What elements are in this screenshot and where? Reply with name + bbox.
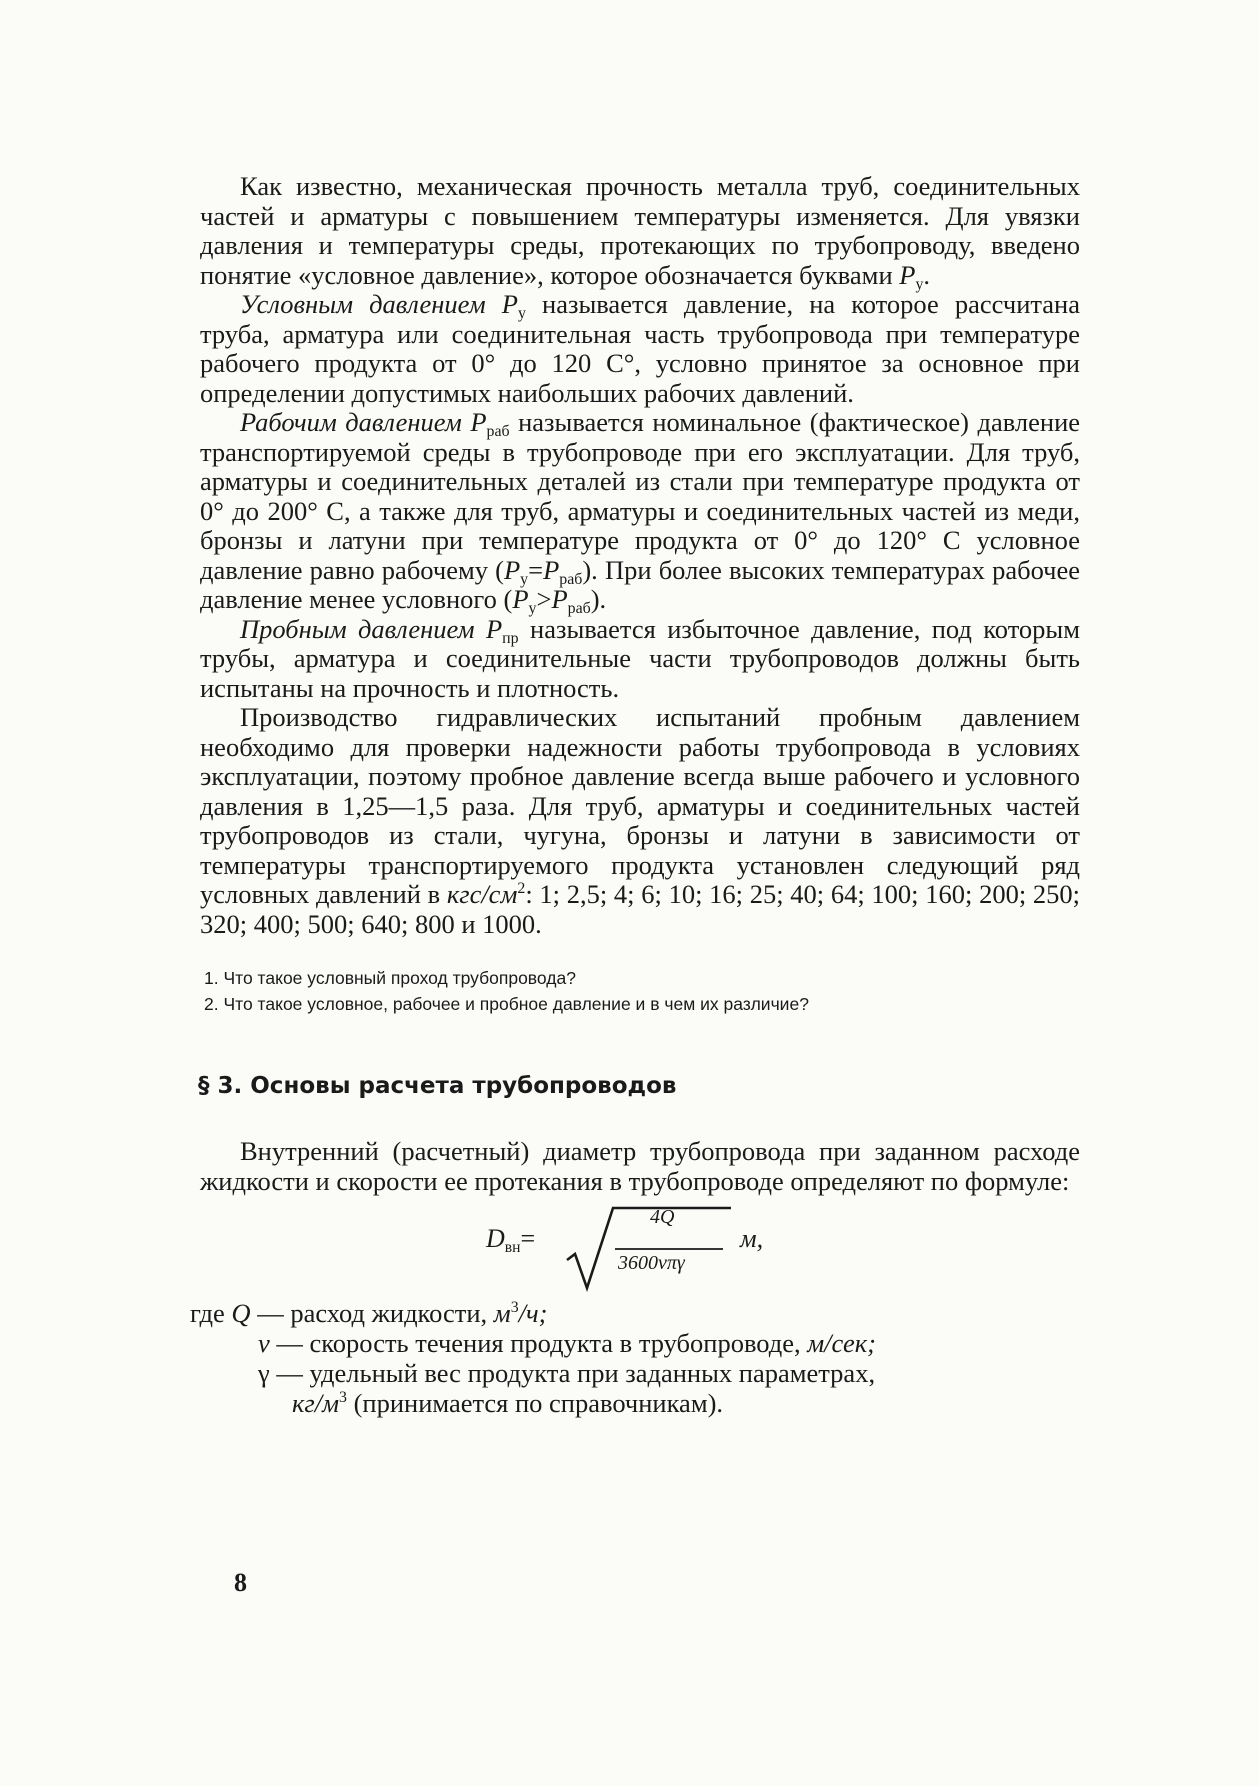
formula-denominator: 3600vπγ [618,1252,685,1274]
diameter-formula [200,1200,1080,1292]
paragraph-working-pressure: Рабочим давлением $P_{раб}$ называется номинальное (фактическое) давление транспортируемой среды в трубопроводе при его эксплуатации. Для труб, арматуры и соединительных деталей из стали при температуре продукта от 0° до 200° С, а также для труб, арматуры и соединительных частей из меди, бронзы и латуни при температуре продукта от 0° до 120° С условное давление равно рабочему $(P_у=P_{раб})$. При более высоких температурах рабочее давление менее условного $(P_у>P_{раб})$. [200,407,1081,617]
paragraph-test-pressure: Пробным давлением $P_{пр}$ называется избыточное давление, под которым трубы, арматура и соединительные части трубопроводов должны быть испытаны на прочность и плотность. [200,613,1081,703]
paragraph-intro: Как известно, механическая прочность металла труб, соединительных частей и арматуры с повышением температуры изменяется. Для увязки давления и температуры среды, протекающих по трубопроводу, введено понятие «условное давление», которое обозначается буквами $P_у$. [200,171,1080,293]
formula-numerator: 4Q [650,1206,675,1228]
definition-q: где Q — расход жидкости, $м^3/ч$; [190,1298,548,1328]
section-heading: § 3. Основы расчета трубопроводов [198,1073,677,1099]
paragraph-hydraulic-tests: Производство гидравлических испытаний пробным давлением необходимо для проверки надежности работы трубопровода в условиях эксплуатации, поэтому пробное давление всегда выше рабочего и условного давления в 1,25—1,5 раза. Для труб, арматуры и соединительных частей трубопроводов из стали, чугуна, бронзы и латуни в зависимости от температуры транспортируемого продукта установлен следующий ряд условных давлений в кгс/$см^2$: 1; 2,5; 4; 6; 10; 16; 25; 40; 64; 100; 160; 200; 250; 320; 400; 500; 640; 800 и 1000. [200,702,1081,939]
section-intro: Внутренний (расчетный) диаметр трубопровода при заданном расходе жидкости и скорости ее протекания в трубопроводе определяют по формуле: [200,1136,1080,1196]
review-questions [200,965,1080,1017]
variable-definitions [190,1298,1080,1418]
formula-lhs: $D_{вн}=$ [486,1224,536,1256]
term-test-pressure: Пробным давлением [240,613,475,644]
term-working-pressure: Рабочим давлением [240,407,462,437]
formula-unit: м, [740,1224,764,1253]
question-2: 2. Что такое условное, рабочее и пробное давление и в чем их различие? [204,994,809,1014]
definition-gamma-continued: $кг/м^3$ (принимается по справочникам). [292,1388,724,1418]
definition-gamma: γ — удельный вес продукта при заданных параметрах, [258,1358,876,1388]
page-content [190,171,1081,1418]
page-number: 8 [234,1568,247,1597]
paragraph-nominal-pressure: Условным давлением $P_у$ называется давление, на которое рассчитана труба, арматура или соединительная часть трубопровода при температуре рабочего продукта от 0° до 120 С°, условно принятое за основное при определении допустимых наибольших рабочих давлений. [200,289,1080,408]
question-1: 1. Что такое условный проход трубопровода? [204,968,576,988]
term-nominal-pressure: Условным давлением [240,289,486,319]
definition-v: v — скорость течения продукта в трубопроводе, м/сек; [258,1328,876,1358]
